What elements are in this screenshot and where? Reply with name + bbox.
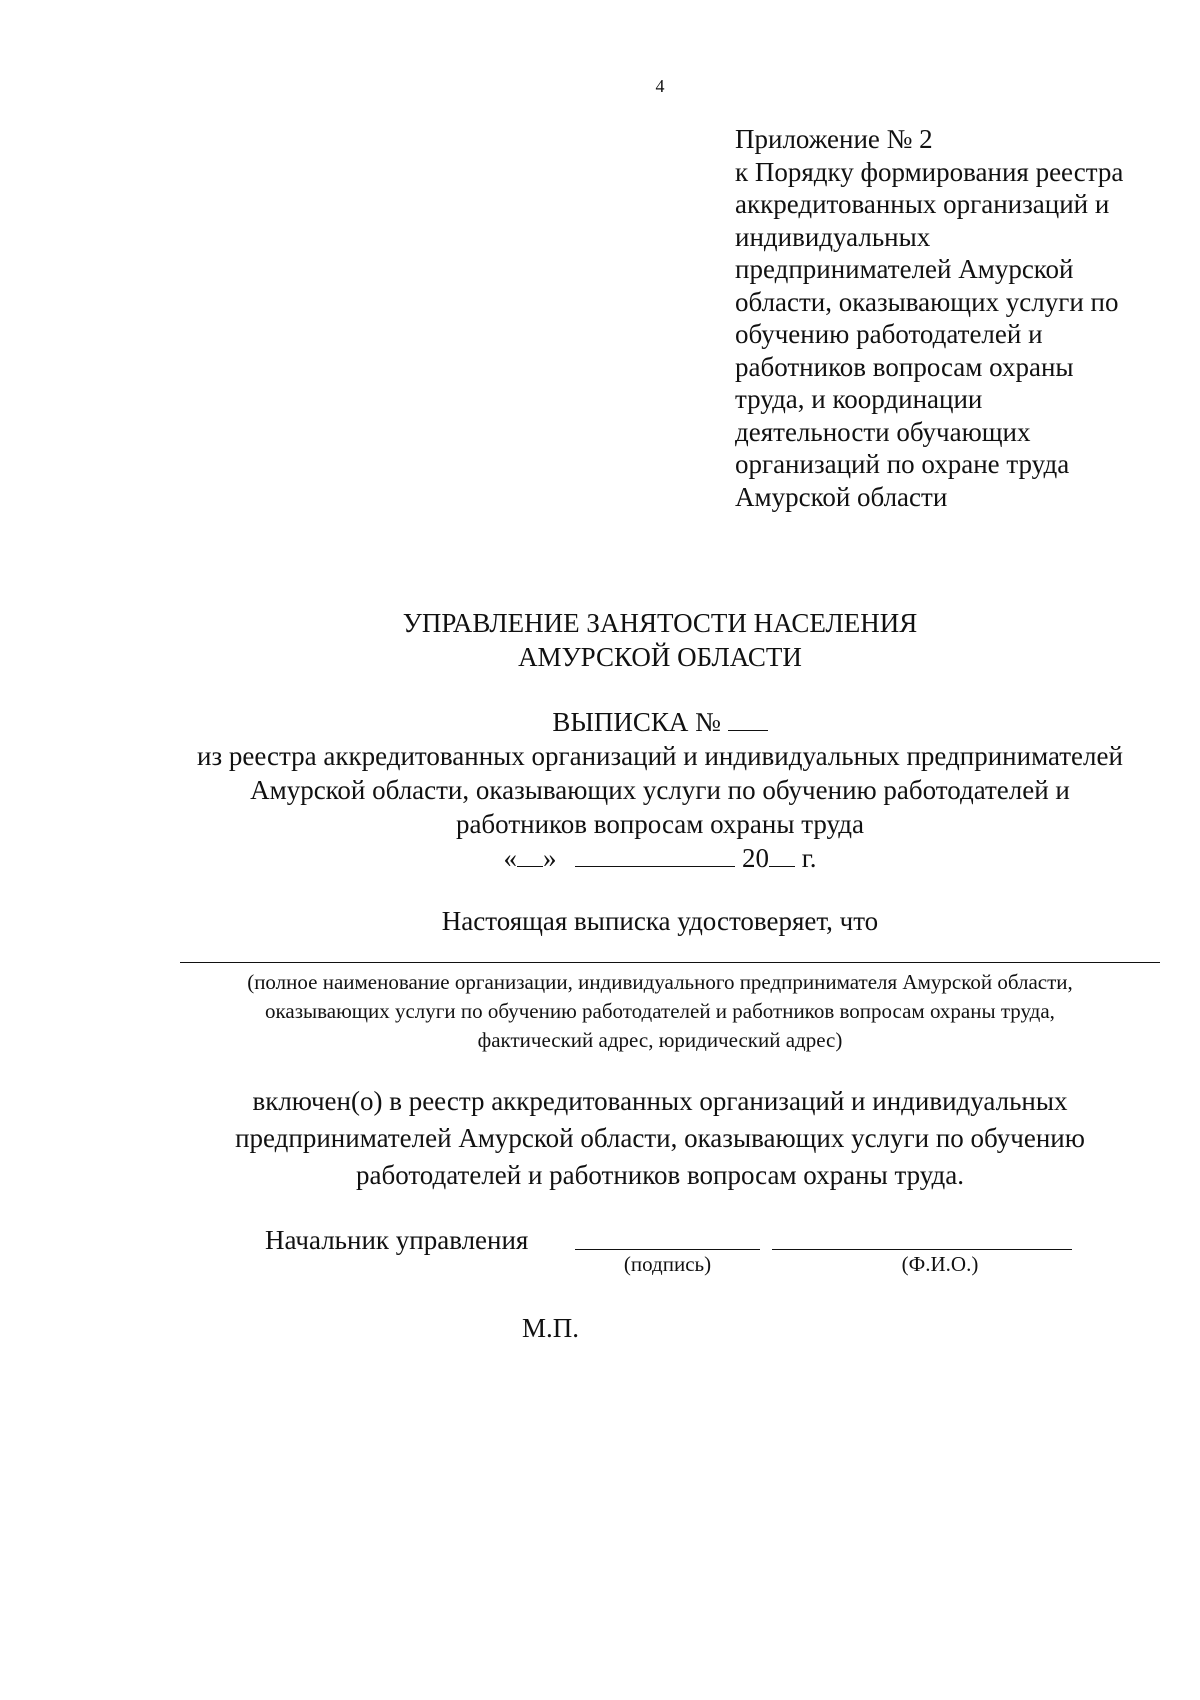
organization-hint-line: фактический адрес, юридический адрес): [477, 1028, 843, 1052]
appendix-line: Амурской области: [735, 481, 948, 512]
certify-text: Настоящая выписка удостоверяет, что: [441, 906, 879, 936]
organization-title-line: АМУРСКОЙ ОБЛАСТИ: [518, 642, 802, 672]
appendix-line: деятельности обучающих: [735, 416, 1031, 447]
signature-hint: (подпись): [623, 1252, 712, 1276]
inclusion-statement: [150, 1083, 1170, 1194]
year-blank[interactable]: [769, 844, 795, 867]
extract-description-line: из реестра аккредитованных организаций и индивидуальных предпринимателей: [197, 741, 1123, 771]
extract-number-line: [150, 705, 1170, 739]
organization-title: [150, 606, 1170, 674]
month-blank[interactable]: [575, 844, 735, 867]
date-line: [150, 841, 1170, 875]
organization-title-line: УПРАВЛЕНИЕ ЗАНЯТОСТИ НАСЕЛЕНИЯ: [402, 608, 918, 638]
date-close-quote: »: [542, 843, 557, 873]
day-blank[interactable]: [517, 844, 543, 867]
appendix-line: индивидуальных: [735, 221, 931, 252]
appendix-header: [735, 123, 1155, 513]
organization-hint: [150, 968, 1170, 1055]
signature-field[interactable]: [575, 1249, 760, 1250]
date-year-prefix: 20: [741, 843, 769, 873]
appendix-line: к Порядку формирования реестра: [735, 156, 1124, 187]
organization-hint-line: оказывающих услуги по обучению работодателей и работников вопросам охраны труда,: [265, 999, 1055, 1023]
appendix-line: предпринимателей Амурской: [735, 254, 1074, 284]
date-open-quote: «: [503, 843, 517, 873]
organization-name-field[interactable]: [180, 962, 1160, 963]
appendix-line: Приложение № 2: [735, 124, 933, 154]
appendix-line: работников вопросам охраны: [735, 351, 1074, 382]
extract-title: ВЫПИСКА №: [552, 707, 721, 737]
stamp-place-label: М.П.: [522, 1313, 580, 1343]
head-of-department-label: Начальник управления: [265, 1225, 529, 1255]
page-number: 4: [655, 76, 665, 96]
appendix-line: области, оказывающих услуги по: [735, 286, 1119, 317]
full-name-field[interactable]: [772, 1249, 1072, 1250]
extract-description-line: работников вопросам охраны труда: [455, 809, 865, 839]
appendix-line: обучению работодателей и: [735, 319, 1043, 349]
inclusion-line: работодателей и работников вопросам охраны труда.: [355, 1160, 964, 1190]
inclusion-line: включен(о) в реестр аккредитованных организаций и индивидуальных: [252, 1086, 1068, 1116]
extract-heading: [150, 705, 1170, 875]
appendix-line: аккредитованных организаций и: [735, 189, 1110, 219]
full-name-hint: (Ф.И.О.): [901, 1252, 979, 1276]
extract-number-blank[interactable]: [728, 708, 768, 731]
appendix-line: труда, и координации: [735, 384, 983, 414]
date-year-suffix: г.: [801, 843, 817, 873]
appendix-line: организаций по охране труда: [735, 449, 1070, 479]
organization-hint-line: (полное наименование организации, индивидуального предпринимателя Амурской области,: [247, 970, 1073, 994]
extract-description-line: Амурской области, оказывающих услуги по обучению работодателей и: [250, 775, 1070, 805]
inclusion-line: предпринимателей Амурской области, оказывающих услуги по обучению: [235, 1123, 1085, 1153]
